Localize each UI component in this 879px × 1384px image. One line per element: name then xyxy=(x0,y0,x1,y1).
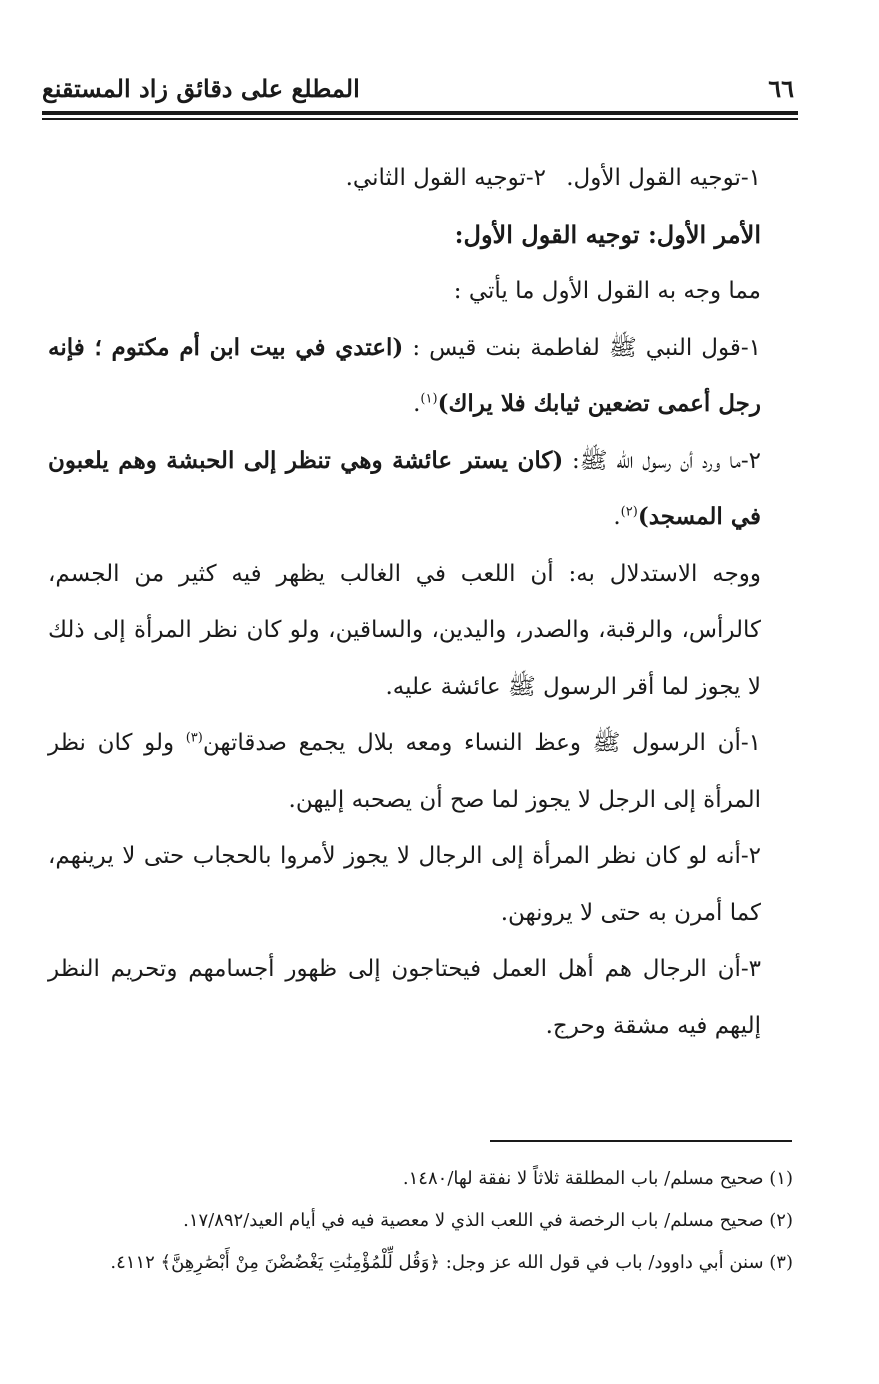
page-number: ٦٦ xyxy=(768,74,794,103)
evidence-2 xyxy=(48,433,793,546)
section-heading: الأمر الأول: توجيه القول الأول: xyxy=(454,219,761,249)
evidence-2-quote: (كان يستر عائشة وهي تنظر إلى الحبشة وهم يلعبون في المسجد) xyxy=(48,446,761,530)
point-1 xyxy=(48,715,793,828)
evidence-1-prefix: ١-قول النبي ﷺ لفاطمة بنت قيس : xyxy=(403,334,761,361)
footnote-3: (٣) سنن أبي داوود/ باب في قول الله عز وجل: ﴿وَقُل لِّلْمُؤْمِنَٰتِ يَغْضُضْنَ مِنْ أَبْصَٰرِهِنَّ﴾ ٤١١٢. xyxy=(110,1252,793,1273)
running-title: المطلع على دقائق زاد المستقنع xyxy=(42,74,360,103)
point-1-text-a: ١-أن الرسول ﷺ وعظ النساء ومعه بلال يجمع صدقاتهن xyxy=(202,730,761,756)
footnote-2: (٢) صحيح مسلم/ باب الرخصة في اللعب الذي لا معصية فيه في أيام العيد/١٧/٨٩٢. xyxy=(183,1210,793,1231)
evidence-1 xyxy=(48,320,793,433)
option-second: ٢-توجيه القول الثاني. xyxy=(345,165,546,191)
header-rule-thick xyxy=(42,111,798,115)
intro-line: مما وجه به القول الأول ما يأتي : xyxy=(453,278,761,304)
footnote-ref-1: (١) xyxy=(420,391,438,407)
point-1-text-b: ولو كان نظر المرأة إلى الرجل لا يجوز لما صح أن يصحبه إليهن. xyxy=(48,730,761,813)
footnote-1: (١) صحيح مسلم/ باب المطلقة ثلاثاً لا نفقة لها/١٤٨٠. xyxy=(402,1168,793,1189)
reasoning-paragraph: ووجه الاستدلال به: أن اللعب في الغالب يظهر فيه كثير من الجسم، كالرأس، والرقبة، والصدر، واليدين، والساقين، ولو كان نظر المرأة إلى ذلك لا يجوز لما أقر الرسول ﷺ عائشة عليه. xyxy=(48,560,761,700)
option-first: ١-توجيه القول الأول. xyxy=(566,165,761,191)
footnote-ref-3: (٣) xyxy=(185,730,203,746)
point-2: ٢-أنه لو كان نظر المرأة إلى الرجال لا يجوز لأمروا بالحجاب حتى لا يرينهم، كما أمرن به حتى لا يرونهن. xyxy=(48,843,761,926)
page-header xyxy=(42,70,794,110)
main-text xyxy=(48,150,793,1054)
header-rule-thin xyxy=(42,118,798,120)
footnote-separator xyxy=(490,1140,792,1142)
options-line xyxy=(48,150,793,207)
footnotes xyxy=(48,1158,793,1284)
evidence-2-end: . xyxy=(613,504,621,530)
evidence-2-prefix: ٢-ما ورد أن رسول الله ﷺ: xyxy=(563,447,761,474)
evidence-1-quote: (اعتدي في بيت ابن أم مكتوم ؛ فإنه رجل أعمى تضعين ثيابك فلا يراك) xyxy=(48,333,761,417)
point-3: ٣-أن الرجال هم أهل العمل فيحتاجون إلى ظهور أجسامهم وتحريم النظر إليهم فيه مشقة وحرج. xyxy=(48,956,761,1039)
footnote-ref-2: (٢) xyxy=(620,504,638,520)
evidence-1-end: . xyxy=(413,391,421,417)
